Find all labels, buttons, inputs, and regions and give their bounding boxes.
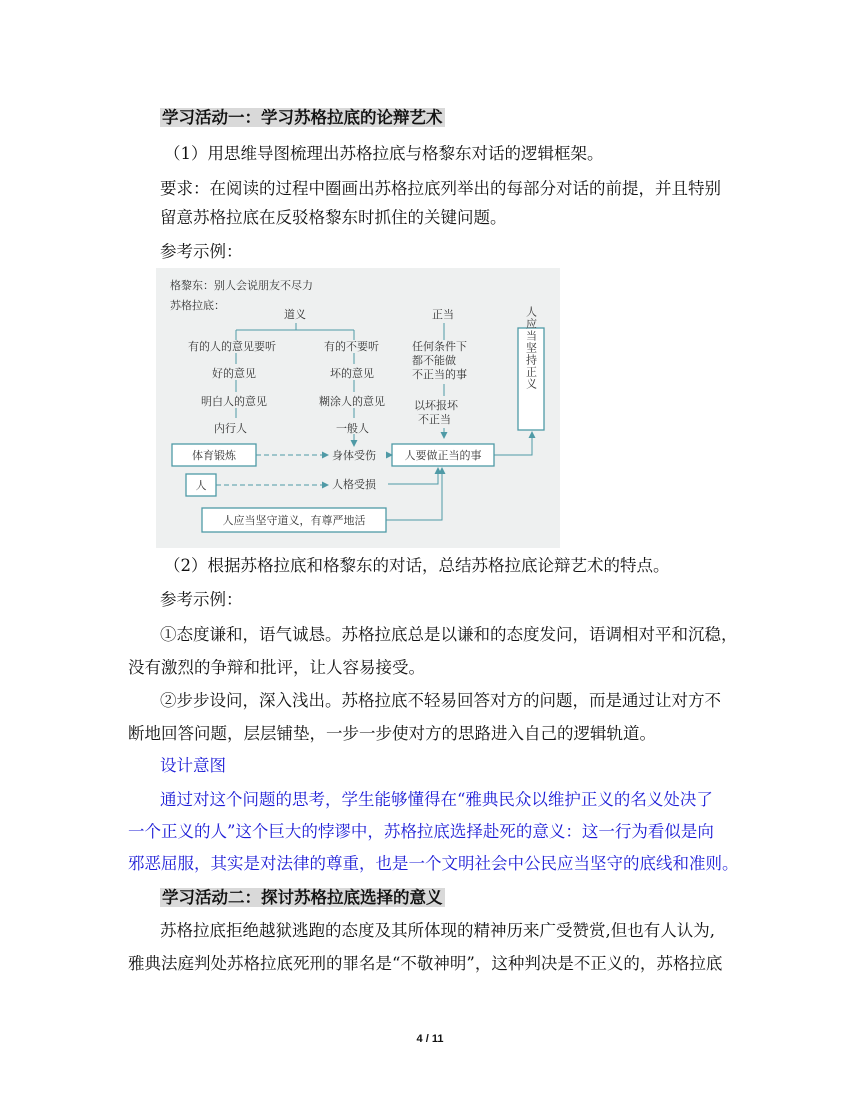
mm-zhengdang: 正当 xyxy=(432,308,454,321)
point1-line2: 没有激烈的争辩和批评，让人容易接受。 xyxy=(128,658,425,677)
mind-map-figure xyxy=(156,268,560,548)
design-line1: 通过对这个问题的思考，学生能够懂得在“雅典民众以维护正义的名义处决了 xyxy=(160,790,713,809)
mm-left-3: 明白人的意见 xyxy=(201,395,267,408)
mm-mid-3: 糊涂人的意见 xyxy=(319,395,385,408)
design-line3: 邪恶屈服，其实是对法律的尊重，也是一个文明社会中公民应当坚守的底线和准则。 xyxy=(128,854,739,873)
point2-line2: 断地回答问题，层层铺垫，一步一步使对方的思路进入自己的逻辑轨道。 xyxy=(128,724,656,743)
point1-line1: ①态度谦和，语气诚恳。苏格拉底总是以谦和的态度发问，语调相对平和沉稳， xyxy=(160,625,738,644)
mm-right-3: 不正当的事 xyxy=(412,368,467,381)
mm-gelidong: 格黎东：别人会说朋友不尽力 xyxy=(170,279,313,292)
point2-line1: ②步步设问，深入浅出。苏格拉底不轻易回答对方的问题，而是通过让对方不 xyxy=(160,691,721,710)
design-line2: 一个正义的人”这个巨大的悖谬中，苏格拉底选择赴死的意义：这一行为看似是向 xyxy=(128,822,714,841)
section2-line2: 雅典法庭判处苏格拉底死刑的罪名是“不敬神明”，这种判决是不正义的，苏格拉底 xyxy=(128,954,723,973)
section2-line1: 苏格拉底拒绝越狱逃跑的态度及其所体现的精神历来广受赞赏,但也有人认为, xyxy=(160,921,715,940)
mm-mid-1: 有的不要听 xyxy=(324,340,379,353)
mm-left-2: 好的意见 xyxy=(212,367,256,380)
section1-heading: 学习活动一：学习苏格拉底的论辩艺术 xyxy=(162,108,443,127)
example-label: 参考示例： xyxy=(160,242,243,261)
mm-mid-2: 坏的意见 xyxy=(330,367,374,380)
mm-shenti: 身体受伤 xyxy=(332,449,376,462)
example-label-2: 参考示例： xyxy=(160,590,243,609)
requirement-line1: 要求：在阅读的过程中圈画出苏格拉底列举出的每部分对话的前提，并且特别 xyxy=(160,179,721,198)
mm-renyao: 人要做正当的事 xyxy=(404,449,482,462)
mm-left-4: 内行人 xyxy=(214,422,247,435)
mind-map-svg xyxy=(156,268,560,548)
mm-renge: 人格受损 xyxy=(332,478,376,491)
mm-tiyu: 体育锻炼 xyxy=(192,449,236,462)
section2-heading: 学习活动二：探讨苏格拉底选择的意义 xyxy=(162,888,443,907)
mm-sugeladi: 苏格拉底： xyxy=(170,299,225,312)
mm-ren: 人 xyxy=(195,479,207,492)
mm-mid-4: 一般人 xyxy=(336,422,369,435)
mm-vertical-text: 人应当坚持正义 xyxy=(524,306,538,390)
mm-right-5: 不正当 xyxy=(418,413,451,426)
design-intent-title: 设计意图 xyxy=(160,756,226,775)
mm-right-1: 任何条件下 xyxy=(412,340,467,353)
task2-text: （2）根据苏格拉底和格黎东的对话，总结苏格拉底论辩艺术的特点。 xyxy=(164,556,670,575)
mm-bottom-text: 人应当坚守道义，有尊严地活 xyxy=(222,514,366,527)
mm-right-2: 都不能做 xyxy=(412,354,456,367)
page-number: 4 / 11 xyxy=(416,1033,444,1045)
mm-daoyi: 道义 xyxy=(284,308,306,321)
requirement-line2: 留意苏格拉底在反驳格黎东时抓住的关键问题。 xyxy=(160,208,507,227)
mm-right-4: 以坏报坏 xyxy=(414,399,458,412)
mm-left-1: 有的人的意见要听 xyxy=(188,340,276,353)
task1-text: （1）用思维导图梳理出苏格拉底与格黎东对话的逻辑框架。 xyxy=(164,144,604,163)
